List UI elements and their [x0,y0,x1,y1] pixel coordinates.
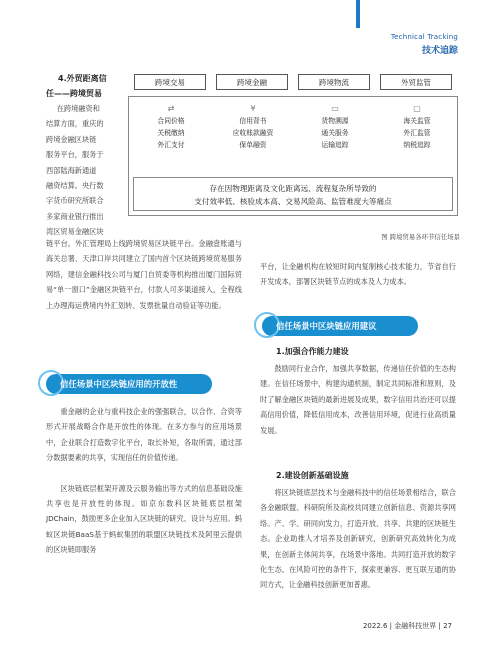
pain-points-line2: 支付效率低、核验成本高、交易风险高、监管难度大等痛点 [194,197,392,206]
section-heading-label: 信任场景中区块链应用建议 [276,321,377,331]
section-heading-label: 信任场景中区块链应用的开放性 [60,379,178,389]
paragraph-text: 鼓励同行业合作，加强共享数据，传递信任价值的生态构建。在信任场景中，构建沟通机制，制定共同标准和原则，及时了解金融区块链的最新进展及成果，数字信用共治还可以提高信用价值，降低信用成本，改善信用环境，促进行业高质量发展。 [260,364,456,435]
text-line: 在跨境融资和 [56,104,100,113]
text-line: 服务平台，服务于 [46,150,104,160]
pain-points-line1: 存在因物理距离及文化距离远、流程复杂所导致的 [209,184,377,193]
text-line: 跨境金融区块链 [46,134,97,144]
column-finance [213,103,293,151]
paragraph-text: 平台，让金融机构在较短时间内复制核心技术能力，节省自行开发成本，部署区块链节点的成本及人力成本。 [260,262,456,287]
paragraph-text: 区块链底层框架开源及云服务输出等方式的信息基础设施共享也是开放性的体现。如京东数科区块链底层框架JDChain，鼓励更多企业加入区块链的研究、设计与应用。蚂蚁区块链BaaS基于蚂蚁集团的联盟区块链技术及阿里云提供的区块链即服务 [46,483,242,555]
section-body [46,404,242,558]
column-title-en: Technical Tracking [390,33,458,41]
text-line: 湾区贸易金融区块 [46,227,104,237]
column-title-zh: 技术追踪 [421,46,458,56]
subheading-line1: 4.外贸距离信 [58,74,107,83]
right-paragraph-2 [260,485,456,593]
paragraph-text: 将区块链底层技术与金融科技中的信任场景相结合，联合各金融联盟、科研院所及高校共同建立创新信息、资源共享网络。产、学、研同向发力，打造开放、共享、共建的区块链生态。企业助推人才培养及创新研究，创新研究高效转化为成果，在创新主体间共享，在场景中落地。共同打造开放的数字化生态。在风险可控的条件下，探索更兼容、更互联互通的协同方式，让金融科技创新更加普惠。 [260,488,456,590]
text-line: 多家商业银行推出 [46,211,104,221]
text-line: 融资结算。央行数 [46,181,104,191]
figure-caption: 图 跨境贸易各环节信任场景 [381,233,460,241]
section-heading-suggestions [262,316,418,336]
diagram-panel [128,96,458,216]
text-line: 西部陆海新通道 [46,165,97,175]
subheading-infrastructure: 2.建设创新基础设施 [276,471,349,480]
column-regulation [377,103,457,151]
tab-cross-border-finance: 跨境金融 [216,74,288,90]
item: 应收账款融资 [232,129,274,137]
tab-cross-border-logistics: 跨境物流 [298,74,370,90]
pain-points-box [133,177,453,211]
item: 外汇监管 [403,129,431,137]
document-icon: ▢ [413,104,421,113]
item: 保单融资 [239,141,267,149]
truck-icon: ▭ [331,104,339,113]
paragraph-continuation [46,236,242,313]
item: 货物溯源 [321,117,349,125]
column-trade [131,103,211,151]
column-logistics [295,103,375,151]
item: 海关监管 [403,117,431,125]
exchange-icon: ⇄ [167,104,175,113]
text-line: 字货币研究所联合 [46,196,104,206]
section-heading-openness [46,374,212,394]
right-paragraph-top [260,259,456,290]
narrow-text-block [46,101,122,240]
header-accent-bar [356,0,360,28]
item: 信用背书 [239,117,267,125]
subheading-cooperation: 1.加强合作能力建设 [276,347,349,356]
paragraph-text: 链平台。外汇管理局上线跨境贸易区块链平台。金融壹账通与海关总署、天津口岸共同建立了国内首个区块链跨境贸易服务网络，建信金融科技公司与厦门自贸委等机构推出厦门国际贸易“单一窗口”金融区块链平台，付款人可多渠道接入，全程线上办理海运费境内外汇划转、发票批量自动验证等功能。 [46,239,242,310]
yen-icon: ¥ [250,104,256,113]
item: 合同价格 [157,117,185,125]
tab-cross-border-trade: 跨境交易 [134,74,206,90]
text-line: 结算方面，重庆的 [46,119,104,129]
item: 关税缴纳 [157,129,185,137]
item: 纳税追踪 [403,141,431,149]
page-footer: 2022.6 | 金融科技世界 | 27 [362,622,452,630]
right-paragraph-1 [260,361,456,438]
paragraph-text: 重金融的企业与重科技企业的强强联合，以合作、合资等形式开展战略合作是开放性的体现。在多方参与的应用场景中，企业联合打造数字化平台，取长补短，各取所需，通过部分数据要素的共享，实现信任的价值传递。 [46,407,242,463]
item: 运输追踪 [321,141,349,149]
item: 通关服务 [321,129,349,137]
tab-trade-regulation: 外贸监管 [380,74,452,90]
trade-trust-diagram [128,72,458,225]
subheading-line2: 任——跨境贸易 [46,89,102,98]
diagram-tabs [128,72,458,92]
item: 外汇支付 [157,141,185,149]
